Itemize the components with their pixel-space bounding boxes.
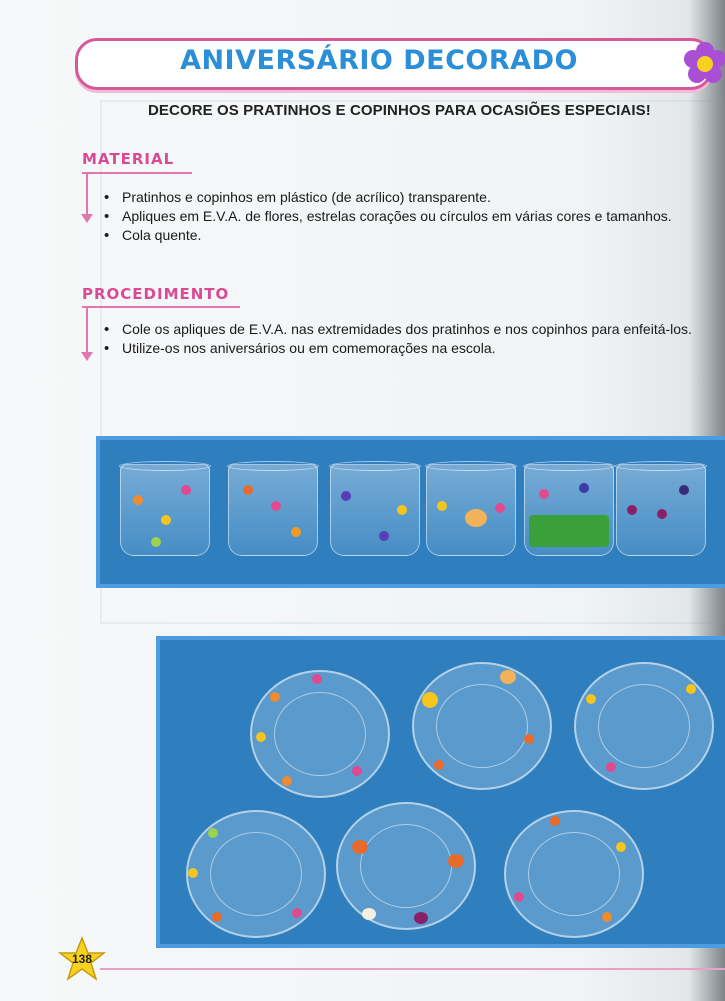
decorated-plate <box>504 810 644 938</box>
decorated-plate <box>336 802 476 930</box>
material-item: • Apliques em E.V.A. de flores, estrelas corações ou círculos em várias cores e tamanhos. <box>100 207 725 226</box>
procedimento-heading: PROCEDIMENTO <box>82 285 230 303</box>
procedimento-arrow-line <box>86 308 88 352</box>
decorated-cup <box>120 464 210 556</box>
decorated-plate <box>412 662 552 790</box>
decorated-plate <box>250 670 390 798</box>
procedimento-item: • Utilize-os nos aniversários ou em comemorações na escola. <box>100 339 722 358</box>
decorated-cup <box>228 464 318 556</box>
title-banner <box>75 38 713 90</box>
plates-photo <box>156 636 725 948</box>
page-number: 138 <box>71 952 93 966</box>
material-item: • Pratinhos e copinhos em plástico (de acrílico) transparente. <box>100 188 725 207</box>
page-subtitle: DECORE OS PRATINHOS E COPINHOS PARA OCASIÕES ESPECIAIS! <box>148 102 651 119</box>
decorated-plate <box>574 662 714 790</box>
page-title: ANIVERSÁRIO DECORADO <box>180 45 578 76</box>
footer-line <box>100 968 725 970</box>
page-number-badge <box>58 936 106 982</box>
decorated-plate <box>186 810 326 938</box>
procedimento-item: • Cole os apliques de E.V.A. nas extremidades dos pratinhos e nos copinhos para enfeitá-los. <box>100 320 722 339</box>
material-list <box>100 188 725 245</box>
decorated-cup <box>330 464 420 556</box>
material-item: • Cola quente. <box>100 226 725 245</box>
flower-icon <box>682 41 725 87</box>
material-arrow-line <box>86 174 88 214</box>
decorated-cup <box>524 464 614 556</box>
decorated-cup <box>616 464 706 556</box>
material-underline <box>82 172 192 174</box>
procedimento-arrow-icon <box>81 352 93 361</box>
cups-photo <box>96 436 725 588</box>
procedimento-list <box>100 320 722 358</box>
procedimento-underline <box>82 306 240 308</box>
material-arrow-icon <box>81 214 93 223</box>
material-heading: MATERIAL <box>82 150 175 168</box>
decorated-cup <box>426 464 516 556</box>
